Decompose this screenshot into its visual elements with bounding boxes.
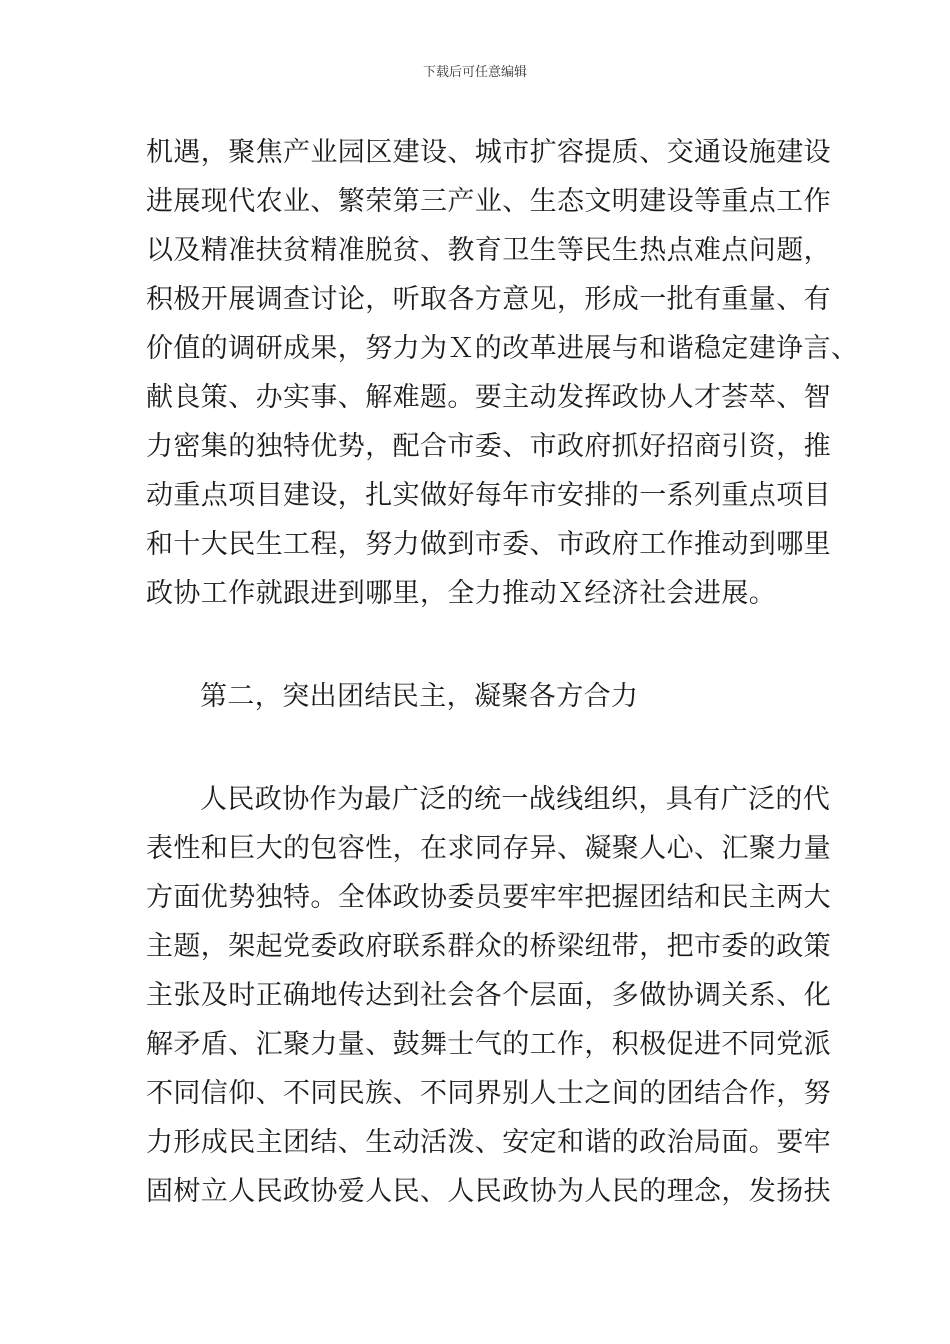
paragraph-line: 人民政协作为最广泛的统一战线组织，具有广泛的代 [200, 784, 831, 815]
page-header: 下载后可任意编辑 [422, 65, 527, 80]
paragraph-line: 方面优势独特。全体政协委员要牢牢把握团结和民主两大 [146, 882, 831, 913]
paragraph-line: 主张及时正确地传达到社会各个层面，多做协调关系、化 [146, 980, 831, 1011]
paragraph-line: 不同信仰、不同民族、不同界别人士之间的团结合作，努 [146, 1078, 831, 1109]
paragraph-line: 献良策、办实事、解难题。要主动发挥政协人才荟萃、智 [146, 382, 831, 413]
paragraph-line: 主题，架起党委政府联系群众的桥梁纽带，把市委的政策 [146, 931, 831, 962]
section-heading [146, 672, 816, 721]
paragraph-line: 动重点项目建设，扎实做好每年市安排的一系列重点项目 [146, 480, 831, 511]
paragraph-line: 和十大民生工程，努力做到市委、市政府工作推动到哪里 [146, 529, 831, 560]
paragraph-line: 价值的调研成果，努力为Ｘ的改革进展与和谐稳定建诤言、 [146, 333, 859, 364]
paragraph-line: 进展现代农业、繁荣第三产业、生态文明建设等重点工作 [146, 186, 831, 217]
paragraph-line: 积极开展调查讨论，听取各方意见，形成一批有重量、有 [146, 284, 831, 315]
paragraph-line: 力形成民主团结、生动活泼、安定和谐的政治局面。要牢 [146, 1127, 831, 1158]
paragraph-line: 解矛盾、汇聚力量、鼓舞士气的工作，积极促进不同党派 [146, 1029, 831, 1060]
paragraph-1 [146, 128, 859, 618]
paragraph-line: 机遇，聚焦产业园区建设、城市扩容提质、交通设施建设 [146, 137, 831, 168]
paragraph-line: 政协工作就跟进到哪里，全力推动Ｘ经济社会进展。 [146, 578, 777, 609]
paragraph-2 [146, 775, 831, 1216]
paragraph-line: 固树立人民政协爱人民、人民政协为人民的理念，发扬扶 [146, 1176, 831, 1207]
paragraph-line: 以及精准扶贫精准脱贫、教育卫生等民生热点难点问题， [146, 235, 831, 266]
paragraph-line: 力密集的独特优势，配合市委、市政府抓好招商引资，推 [146, 431, 831, 462]
section-heading-text: 第二，突出团结民主，凝聚各方合力 [200, 681, 639, 712]
paragraph-line: 表性和巨大的包容性，在求同存异、凝聚人心、汇聚力量 [146, 833, 831, 864]
